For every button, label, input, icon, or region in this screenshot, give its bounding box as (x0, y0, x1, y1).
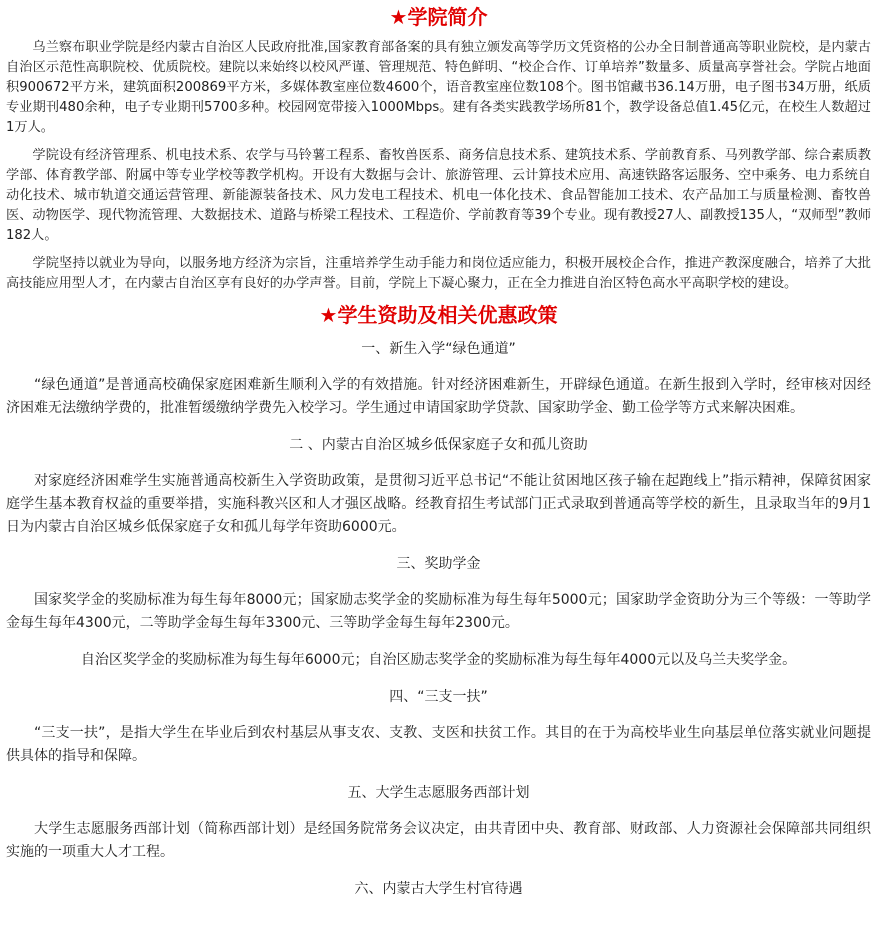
village-official-heading: 六、内蒙古大学生村官待遇 (354, 881, 523, 897)
intro-paragraph-1: 乌兰察布职业学院是经内蒙古自治区人民政府批准,国家教育部备案的具有独立颁发高等学历文凭资格的公办全日制普通高等职业院校，是内蒙古自治区示范性高职院校、优质院校。建院以来始终以校风严谨、管理规范、特色鲜明、“校企合作、订单培养”数量多、质量高享誉社会。学院占地面积900672平方米，建筑面积200869平方米，多媒体教室座位数4600个，语音教室座位数108个。图书馆藏书36.14万册，电子图书34万册，纸质专业期刊480余种，电子专业期刊5700多种。校园网宽带接入1000Mbps。建有各类实践教学场所81个，教学设备总值1.45亿元，在校生人数超过1万人。 (6, 40, 871, 135)
student-aid-title: ★学生资助及相关优惠政策 (319, 303, 558, 327)
green-channel-heading: 一、新生入学“绿色通道” (361, 341, 516, 357)
scholarship-text-national: 国家奖学金的奖励标准为每生每年8000元；国家励志奖学金的奖励标准为每生每年5000元；国家助学金资助分为三个等级：一等助学金每生每年4300元，二等助学金每生每年3300元、三等助学金每生每年2300元。 (6, 592, 871, 631)
college-intro-title: ★学院简介 (389, 5, 488, 29)
western-plan-heading: 五、大学生志愿服务西部计划 (347, 785, 530, 801)
scholarship-heading: 三、奖助学金 (396, 556, 481, 572)
three-supports-heading: 四、“三支一扶” (389, 689, 488, 705)
intro-paragraph-2: 学院设有经济管理系、机电技术系、农学与马铃薯工程系、畜牧兽医系、商务信息技术系、建筑技术系、学前教育系、马列教学部、综合素质教学部、体育教学部、附属中等专业学校等教学机构。开设有大数据与会计、旅游管理、云计算技术应用、高速铁路客运服务、空中乘务、电力系统自动化技术、城市轨道交通运营管理、新能源装备技术、风力发电工程技术、机电一体化技术、食品智能加工技术、农产品加工与质量检测、畜牧兽医、动物医学、现代物流管理、大数据技术、道路与桥梁工程技术、工程造价、学前教育等39个专业。现有教授27人、副教授135人，“双师型”教师182人。 (6, 148, 871, 243)
low-income-aid-heading: 二 、内蒙古自治区城乡低保家庭子女和孤儿资助 (289, 437, 588, 453)
intro-paragraph-3: 学院坚持以就业为导向，以服务地方经济为宗旨，注重培养学生动手能力和岗位适应能力，积极开展校企合作，推进产教深度融合，培养了大批高技能应用型人才，在内蒙古自治区享有良好的办学声誉。目前，学院上下凝心聚力，正在全力推进自治区特色高水平高职学校的建设。 (6, 256, 871, 291)
green-channel-text: “绿色通道”是普通高校确保家庭困难新生顺利入学的有效措施。针对经济困难新生，开辟绿色通道。在新生报到入学时，经审核对因经济困难无法缴纳学费的，批准暂缓缴纳学费先入校学习。学生通过申请国家助学贷款、国家助学金、勤工俭学等方式来解决困难。 (6, 377, 871, 416)
three-supports-text: “三支一扶”，是指大学生在毕业后到农村基层从事支农、支教、支医和扶贫工作。其目的在于为高校毕业生向基层单位落实就业问题提供具体的指导和保障。 (6, 725, 871, 764)
scholarship-text-regional: 自治区奖学金的奖励标准为每生每年6000元；自治区励志奖学金的奖励标准为每生每年4000元以及乌兰夫奖学金。 (80, 652, 797, 668)
western-plan-text: 大学生志愿服务西部计划（简称西部计划）是经国务院常务会议决定，由共青团中央、教育部、财政部、人力资源社会保障部共同组织实施的一项重大人才工程。 (6, 821, 871, 860)
low-income-aid-text: 对家庭经济困难学生实施普通高校新生入学资助政策，是贯彻习近平总书记“不能让贫困地区孩子输在起跑线上”指示精神，保障贫困家庭学生基本教育权益的重要举措，实施科教兴区和人才强区战略。经教育招生考试部门正式录取到普通高等学校的新生，且录取当年的9月1日为内蒙古自治区城乡低保家庭子女和孤儿每学年资助6000元。 (6, 473, 871, 535)
